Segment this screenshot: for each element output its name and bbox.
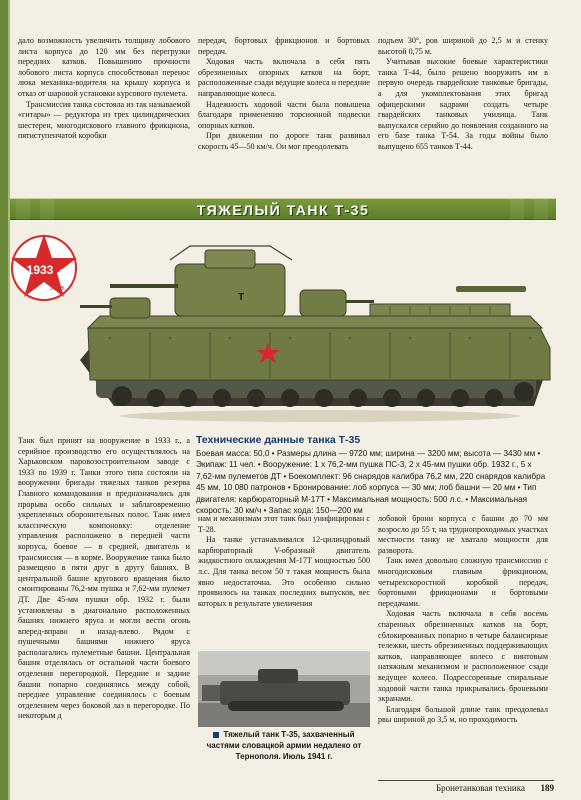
tank-t35-drawing: [10, 220, 558, 428]
paragraph: Танк имел довольно сложную трансмиссию с многодисковым главным фрикционом, четырехскоростной коробкой передач, бортовыми фрикционами и бортовыми передачами.: [378, 556, 548, 608]
technical-specs-box: [196, 434, 552, 516]
caption-marker-icon: [213, 732, 219, 738]
paragraph: лобовой брони корпуса с башни до 70 мм возросло до 55 т, на труднопроходимых участках местности танку не хватало мощности для разворота.: [378, 514, 548, 555]
photo-image: [198, 651, 370, 727]
paragraph: Ходовая часть включала в себя восемь спаренных обрезиненных катков на борт, сблокированных попарно в четыре балансирные тележки, шесть обрезиненных поддерживающих катков, направляющее колесо с винтовым натяжным механизмом и расположенное сзади ведущее колесо. Подрессоренные спиральные ходовой части танка прикрывались броневыми экранами.: [378, 609, 548, 704]
engine-deck: [370, 304, 510, 316]
tank-hull: [80, 316, 550, 407]
paragraph: При движении по дороге танк развивал скорость 45—50 км/ч. Он мог преодолевать: [198, 131, 370, 151]
badge-year: 1933: [26, 263, 54, 277]
footer-section: Бронетанковая техника: [436, 783, 525, 793]
top-column-1: [18, 36, 190, 142]
footer-rule: [378, 780, 554, 781]
bottom-column-2: [198, 514, 370, 609]
badge-caption: Утв.: [50, 285, 66, 292]
paragraph: передач, бортовых фрикционов и бортовых передач.: [198, 36, 370, 56]
page-footer: [436, 783, 556, 794]
main-gun-barrel: [110, 284, 178, 288]
photo-caption-text: Тяжелый танк Т-35, захваченный частями словацкой армии недалеко от Тернополя. Июль 1941 г.: [206, 730, 362, 761]
paragraph: Благодаря большой длине танк преодолевал рвы шириной до 3,5 м, но проходимость: [378, 704, 548, 725]
photo-caption: [198, 730, 370, 762]
paragraph: Надежность ходовой части была повышена благодаря применению торсионной подвески опорных катков.: [198, 99, 370, 130]
bottom-column-3: [378, 514, 548, 726]
paragraph: нам и механизмам этот танк был унифицирован с Т-28.: [198, 514, 370, 534]
paragraph: Учитывая высокие боевые характеристики танка Т-44, было решено вооружить им в первую очередь гвардейские танковые бригады, а для укомплектования этих бригад офицерскими кадрами создать четыре гвардейских танковых училища. Танк выпускался серийно до появления созданного на его базе танка Т-54. За годы войны было выпущено 655 танков Т-44.: [378, 57, 548, 151]
badge-year-suffix: г.: [59, 267, 65, 276]
paragraph: Танк был принят на вооружение в 1933 г., а серийное производство его осуществлялось на Харьковском паровозостроительном заводе с 1933 по 1939 г. Танки этого типа состояли на вооружении бригады тяжелых танков резерва Главного командования и предназначались для прорыва особо сильных и заблаговременно укрепленных оборонительных полос. Танк имел классическую компоновку: отделение управления расположено в передней части корпуса, боевое — в средней, двигатель и трансмиссия — в корме. Вооружение танка было размещено в пяти друг в другу башнях. В центральной башне кругового вращения было смонтированы 76,2-мм пушка и 7,62-мм пулемет ДТ. Две 45-мм пушки обр. 1932 г. были установлены в диагонально расположенных башнях нижнего яруса и могли вести огонь вперед-вправо и назад-влево. Рядом с пушечными башнями нижнего яруса располагались пулеметные башни. Центральная башня отделялась от остальной части боевого отделения перегородкой. Передние и задние башни попарно соединялись между собой, переднее управление соединялось с боевым отделением через боковой лаз в перегородке. По некоторым д: [18, 436, 190, 721]
archive-photo: [198, 651, 370, 727]
spec-text: Боевая масса: 50,0 • Размеры длина — 9720 мм; ширина — 3200 мм; высота — 3430 мм • Экипаж: 11 чел. • Вооружение: 1 х 76,2-мм пушка ПС-3, 2 х 45-мм пушки обр. 1932 г., 5 х 7,62-мм пулеметов ДТ • Боекомплект: 96 снарядов калибра 76,2 мм, 220 снарядов калибра 45 мм, 10 080 патронов • Бронирование: лоб корпуса — 30 мм; лоб башни — 20 мм • Тип двигателя: карбюраторный М-17Т • Максимальная мощность: 500 л.с. • Максимальная скорость: 30 км/ч • Запас хода: 150—200 км: [196, 449, 546, 516]
paragraph: дало возможность увеличить толщину лобового листа корпуса до 120 мм без перегрузки передних катков. Повышению прочности лобового листа корпуса способствовал перенос люка механика-водителя на крышу корпуса и отказ от шаровой установки курсового пулемета.: [18, 36, 190, 98]
front-turret: [80, 298, 150, 318]
year-star-badge: [11, 234, 77, 300]
front-gun-barrel: [80, 305, 112, 308]
upper-hull-deck: [88, 316, 542, 328]
spec-title: Технические данные танка Т-35: [196, 434, 361, 446]
section-title-bar: [10, 198, 556, 220]
paragraph: На танке устанавливался 12-цилиндровый карбюраторный V-образный двигатель жидкостного охлаждения М-17Т мощностью 500 л.с. Для танка весом 50 т такая мощность была явно недостаточна. Это особенно сильно проявилось на танках последних выпусков, вес которых в результате увеличения: [198, 535, 370, 608]
turret-marking: Т: [238, 292, 245, 303]
rear-turret: [300, 290, 374, 316]
paragraph: подъем 30°, ров шириной до 2,5 м и стенку высотой 0,75 м.: [378, 36, 548, 56]
side-skirt-armor: [88, 328, 550, 380]
rear-gun-barrel: [346, 300, 374, 303]
tool-rack: [456, 286, 526, 292]
paragraph: Трансмиссия танка состояла из так называемой «гитары» — редуктора из трех цилиндрических шестерен, многодискового главного фрикциона, пятиступенчатой коробки: [18, 99, 190, 141]
section-title: ТЯЖЕЛЫЙ ТАНК Т-35: [196, 202, 370, 218]
top-column-3: [378, 36, 548, 153]
commander-cupola: [205, 250, 255, 268]
left-decorative-strip: [0, 0, 8, 800]
top-column-2: [198, 36, 370, 153]
ground-shadow: [120, 410, 520, 422]
bottom-column-1: [18, 436, 190, 722]
page-number: 189: [540, 783, 554, 793]
tank-illustration: [10, 220, 558, 428]
paragraph: Ходовая часть включала в себя пять обрезиненных опорных катков на борт, расположенные сзади ведущие колеса и передние направляющие колеса.: [198, 57, 370, 98]
